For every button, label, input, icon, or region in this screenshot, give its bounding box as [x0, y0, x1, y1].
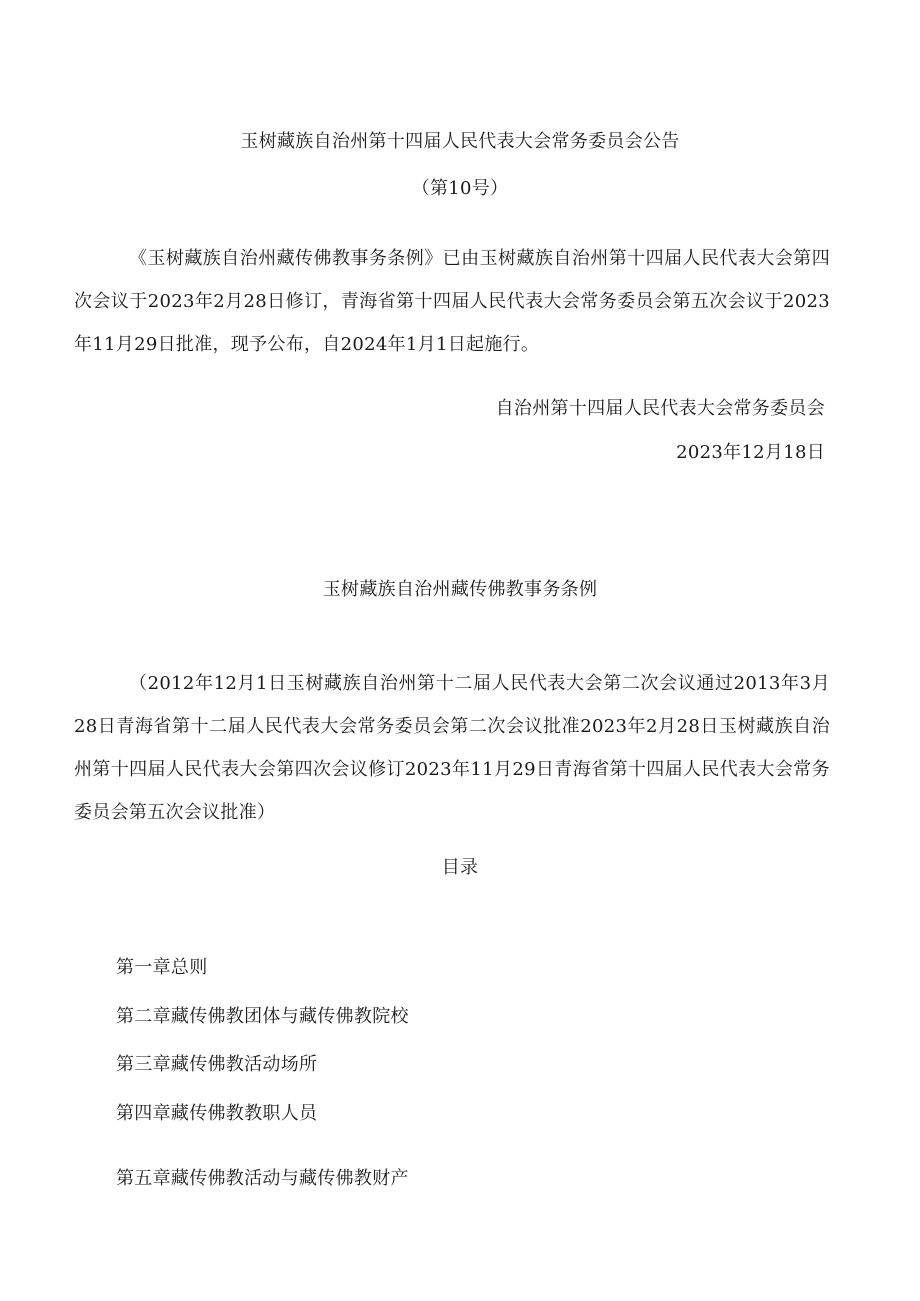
announcement-issuer: 自治州第十四届人民代表大会常务委员会 — [495, 398, 825, 419]
toc-item-chapter-2: 第二章藏传佛教团体与藏传佛教院校 — [116, 1006, 409, 1027]
toc-item-chapter-5: 第五章藏传佛教活动与藏传佛教财产 — [116, 1168, 409, 1189]
announcement-number: （第10号） — [411, 178, 509, 199]
toc-item-chapter-1: 第一章总则 — [116, 957, 208, 978]
regulation-history: （2012年12月1日玉树藏族自治州第十二届人民代表大会第二次会议通过2013年3月28日青海省第十二届人民代表大会常务委员会第二次会议批准2023年2月28日玉树藏族自治州第十四届人民代表大会第四次会议修订2023年11月29日青海省第十四届人民代表大会常务委员会第五次会议批准） — [74, 673, 830, 823]
regulation-title: 玉树藏族自治州藏传佛教事务条例 — [322, 579, 598, 600]
toc-item-chapter-3: 第三章藏传佛教活动场所 — [116, 1054, 318, 1075]
toc-heading: 目录 — [441, 857, 479, 878]
announcement-title: 玉树藏族自治州第十四届人民代表大会常务委员会公告 — [240, 131, 680, 152]
announcement-body: 《玉树藏族自治州藏传佛教事务条例》已由玉树藏族自治州第十四届人民代表大会第四次会议于2023年2月28日修订，青海省第十四届人民代表大会常务委员会第五次会议于2023年11月29日批准，现予公布，自2024年1月1日起施行。 — [74, 248, 830, 355]
toc-item-chapter-4: 第四章藏传佛教教职人员 — [116, 1103, 318, 1124]
announcement-date: 2023年12月18日 — [676, 442, 825, 463]
